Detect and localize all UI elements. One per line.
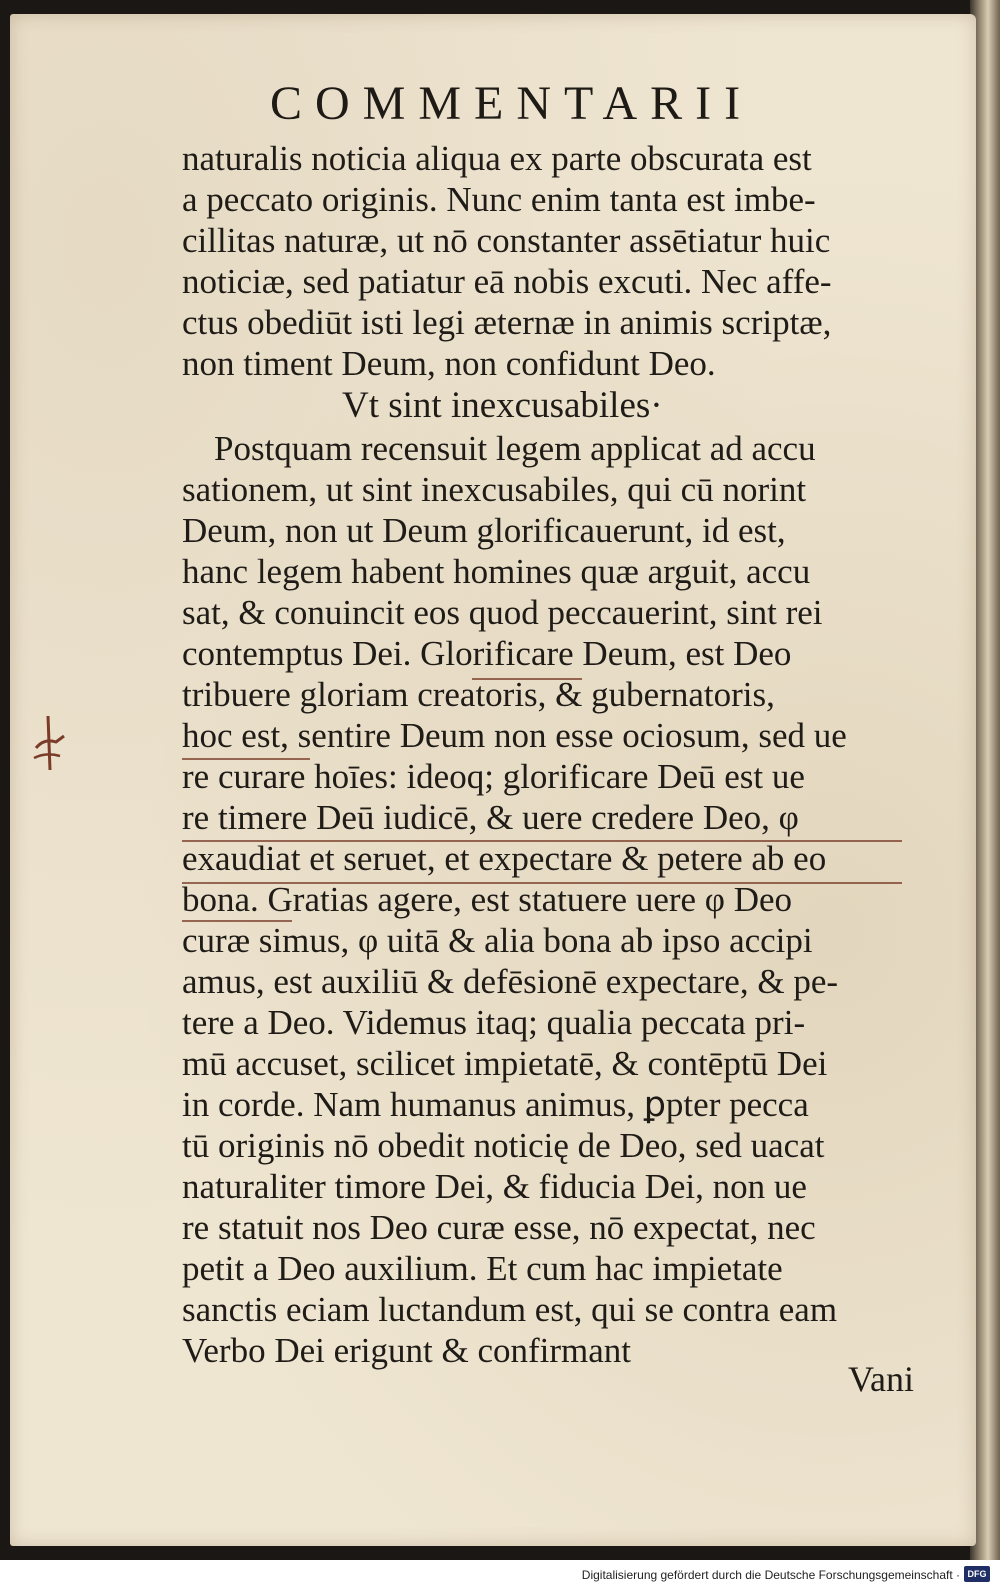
text-line: Postquam recensuit legem applicat ad accu (214, 429, 816, 468)
text-line: bona. Gratias agere, est statuere uere φ Deo (182, 880, 793, 919)
text-line: a peccato originis. Nunc enim tanta est imbe- (182, 180, 816, 219)
text-line: re curare hoīes: ideoq; glorificare Deū est ue (182, 757, 805, 796)
text-line: mū accuset, scilicet impietatē, & contēptū Dei (182, 1044, 828, 1083)
text-line: in corde. Nam humanus animus, ꝑpter pecca (182, 1085, 809, 1124)
text-line: contemptus Dei. Glorificare Deum, est Deo (182, 634, 792, 673)
text-line: ctus obediūt isti legi æternæ in animis scriptæ, (182, 303, 832, 342)
handwritten-underline (182, 758, 310, 760)
running-head: COMMENTARII (270, 77, 754, 130)
text-line: sanctis eciam luctandum est, qui se contra eam (182, 1290, 838, 1329)
funding-credit: Digitalisierung gefördert durch die Deutsche Forschungsgemeinschaft · (581, 1568, 960, 1582)
text-line: tere a Deo. Videmus itaq; qualia peccata pri- (182, 1003, 806, 1042)
section-heading: Vt sint inexcusabiles· (342, 385, 663, 426)
dfg-logo: DFG (964, 1566, 990, 1582)
handwritten-underline (472, 678, 582, 680)
text-line: naturalis noticia aliqua ex parte obscurata est (182, 139, 812, 178)
text-block (182, 138, 922, 1371)
text-line: sat, & conuincit eos quod peccauerint, sint rei (182, 593, 823, 632)
catchword: Vani (848, 1359, 914, 1399)
text-line: re timere Deū iudicē, & uere credere Deo, φ (182, 798, 799, 837)
text-line: cillitas naturæ, ut nō constanter assētiatur huic (182, 221, 831, 260)
text-line: Verbo Dei erigunt & confirmant (182, 1331, 632, 1370)
handwritten-underline (182, 920, 292, 922)
text-line: tribuere gloriam creatoris, & gubernatoris, (182, 675, 775, 714)
text-line: re statuit nos Deo curæ esse, nō expectat, nec (182, 1208, 816, 1247)
text-line: Deum, non ut Deum glorificauerunt, id est, (182, 511, 786, 550)
text-line: hanc legem habent homines quæ arguit, accu (182, 552, 811, 591)
text-line: exaudiat et seruet, et expectare & petere ab eo (182, 839, 827, 878)
book-page (10, 14, 976, 1546)
text-line: tū originis nō obedit noticię de Deo, sed uacat (182, 1126, 825, 1165)
handwritten-underline (182, 840, 902, 842)
handwritten-underline (182, 882, 902, 884)
text-line: amus, est auxiliū & defēsionē expectare, & pe- (182, 962, 839, 1001)
text-line: sationem, ut sint inexcusabiles, qui cū norint (182, 470, 807, 509)
text-line: curæ simus, φ uitā & alia bona ab ipso accipi (182, 921, 813, 960)
text-line: naturaliter timore Dei, & fiducia Dei, non ue (182, 1167, 807, 1206)
text-line: noticiæ, sed patiatur eā nobis excuti. Nec affe- (182, 262, 832, 301)
handwritten-margin-mark (30, 708, 70, 778)
text-line: non timent Deum, non confidunt Deo. (182, 344, 716, 383)
text-line: hoc est, sentire Deum non esse ociosum, sed ue (182, 716, 847, 755)
text-line: petit a Deo auxilium. Et cum hac impietate (182, 1249, 783, 1288)
